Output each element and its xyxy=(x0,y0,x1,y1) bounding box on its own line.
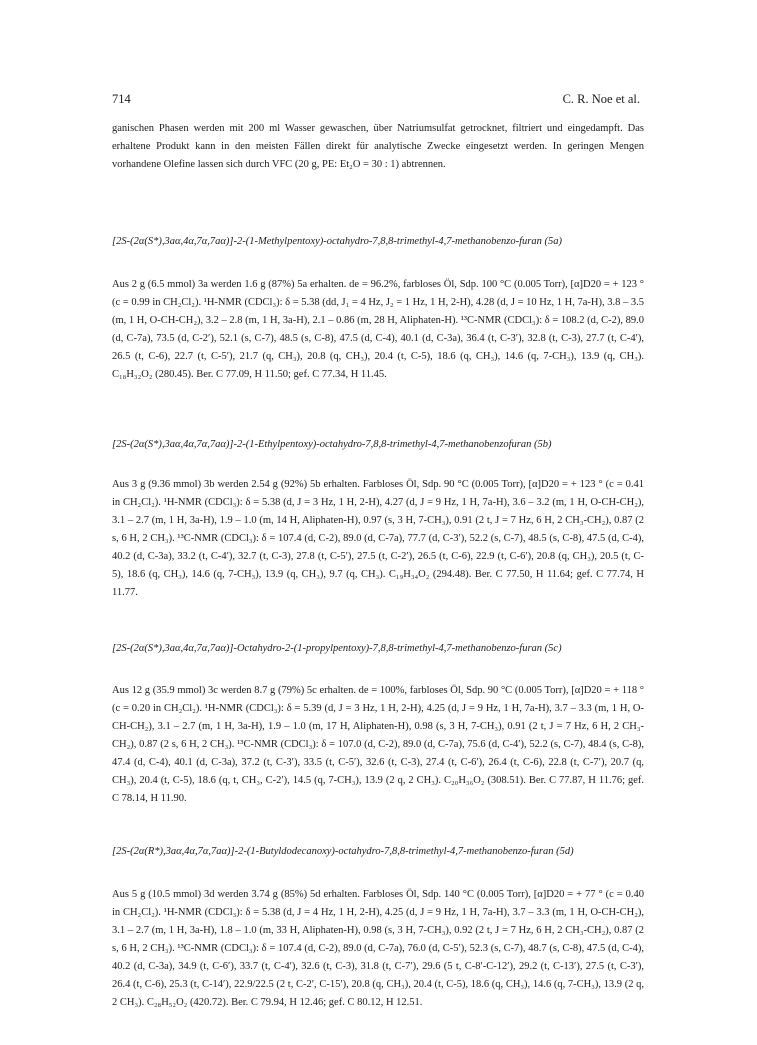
intro-paragraph: ganischen Phasen werden mit 200 ml Wasser gewaschen, über Natriumsulfat getrocknet, filtriert und eingedampft. Das erhaltene Produkt kann in den meisten Fällen direkt für analytische Zwecke eingesetzt werden. In geringen Mengen vorhandene Olefine lassen sich durch VFC (20 g, PE: Et₂O = 30 : 1) abtrennen. xyxy=(112,123,644,170)
compound-5b-body: Aus 3 g (9.36 mmol) 3b werden 2.54 g (92%) 5b erhalten. Farbloses Öl, Sdp. 90 °C (0.005 Torr), [α]D20 = + 123 ° (c = 0.41 in CH₂Cl₂). ¹H-NMR (CDCl₃): δ = 5.38 (d, J = 3 Hz, 1 H, 2-H), 4.27 (d, J = 9 Hz, 1 H, 7a-H), 3.6 – 3.2 (m, 1 H, O-CH-CH₂), 3.1 – 2.7 (m, 1 H, 3a-H), 1.9 – 1.0 (m, 14 H, Aliphaten-H), 0.97 (s, 3 H, 7-CH₃), 0.91 (2 t, J = 7 Hz, 6 H, 2 CH₃-CH₂), 0.87 (2 s, 6 H, 2 CH₃). ¹³C-NMR (CDCl₃): δ = 107.4 (d, C-2), 89.0 (d, C-7a), 77.7 (d, C-3′), 52.2 (s, C-7), 48.5 (s, C-8), 47.5 (d, C-4), 40.2 (d, C-3a), 33.2 (t, C-4′), 32.7 (t, C-3), 27.8 (t, C-5′), 27.5 (t, C-2′), 26.5 (t, C-6), 22.9 (t, C-6′), 20.8 (q, CH₃), 20.5 (t, C-5), 18.6 (q, CH₃), 14.6 (q, 7-CH₃), 13.9 (q, CH₃), 9.7 (q, CH₃). C₁₉H₃₄O₂ (294.48). Ber. C 77.50, H 11.64; gef. C 77.74, H 11.77. xyxy=(112,479,644,598)
compound-5a-title: [2S-(2α(S*),3aα,4α,7α,7aα)]-2-(1-Methylpentoxy)-octahydro-7,8,8-trimethyl-4,7-methanobenzo-furan (5a) xyxy=(112,236,562,247)
compound-5d-body: Aus 5 g (10.5 mmol) 3d werden 3.74 g (85%) 5d erhalten. Farbloses Öl, Sdp. 140 °C (0.005 Torr), [α]D20 = + 77 ° (c = 0.40 in CH₂Cl₂). ¹H-NMR (CDCl₃): δ = 5.38 (d, J = 4 Hz, 1 H, 2-H), 4.25 (d, J = 9 Hz, 1 H, 7a-H), 3.7 – 3.3 (m, 1 H, O-CH-CH₂), 3.1 – 2.7 (m, 1 H, 3a-H), 1.8 – 1.0 (m, 33 H, Aliphaten-H), 0.98 (s, 3 H, 7-CH₃), 0.92 (2 t, J = 7 Hz, 6 H, 2 CH₃-CH₂), 0.87 (2 s, 6 H, 2 CH₃). ¹³C-NMR (CDCl₃): δ = 107.4 (d, C-2), 89.0 (d, C-7a), 76.0 (d, C-5′), 52.3 (s, C-7), 48.7 (s, C-8), 47.5 (d, C-4), 40.2 (d, C-3a), 34.9 (t, C-6′), 33.7 (t, C-4′), 32.6 (t, C-3), 31.8 (t, C-7′), 29.6 (5 t, C-8′-C-12′), 29.2 (t, C-13′), 27.5 (t, C-3′), 26.4 (t, C-6), 25.3 (t, C-14′), 22.9/22.5 (2 t, C-2′, C-15′), 20.8 (q, CH₃), 20.4 (t, C-5), 18.6 (q, CH₃), 14.6 (q, 7-CH₃), 13.9 (2 q, 2 CH₃). C₂₈H₅₂O₂ (420.72). Ber. C 79.94, H 12.46; gef. C 80.12, H 12.51. xyxy=(112,889,644,1008)
compound-5a-body: Aus 2 g (6.5 mmol) 3a werden 1.6 g (87%) 5a erhalten. de = 96.2%, farbloses Öl, Sdp. 100 °C (0.005 Torr), [α]D20 = + 123 ° (c = 0.99 in CH₂Cl₂). ¹H-NMR (CDCl₃): δ = 5.38 (dd, J₁ = 4 Hz, J₂ = 1 Hz, 1 H, 2-H), 4.28 (d, J = 10 Hz, 1 H, 7a-H), 3.8 – 3.5 (m, 1 H, O-CH-CH₂), 3.2 – 2.8 (m, 1 H, 3a-H), 2.1 – 0.86 (m, 28 H, Aliphaten-H). ¹³C-NMR (CDCl₃): δ = 108.2 (d, C-2), 89.0 (d, C-7a), 73.5 (d, C-2′), 52.1 (s, C-7), 48.5 (s, C-8), 47.5 (d, C-4), 40.1 (d, C-3a), 36.4 (t, C-3′), 32.8 (t, C-3), 27.7 (t, C-4′), 26.5 (t, C-6), 22.7 (t, C-5′), 21.7 (q, CH₃), 20.8 (q, CH₃), 20.4 (t, C-5), 18.6 (q, CH₃), 14.6 (q, 7-CH₃), 13.9 (q, CH₃). C₁₈H₃₂O₂ (280.45). Ber. C 77.09, H 11.50; gef. C 77.34, H 11.45. xyxy=(112,279,644,380)
compound-5c-title: [2S-(2α(S*),3aα,4α,7α,7aα)]-Octahydro-2-(1-propylpentoxy)-7,8,8-trimethyl-4,7-methanobenzo-furan (5c) xyxy=(112,643,562,654)
running-header xyxy=(112,92,640,110)
compound-5b-title: [2S-(2α(S*),3aα,4α,7α,7aα)]-2-(1-Ethylpentoxy)-octahydro-7,8,8-trimethyl-4,7-methanobenzofuran (5b) xyxy=(112,439,552,450)
compound-5d-title: [2S-(2α(R*),3aα,4α,7α,7aα)]-2-(1-Butyldodecanoxy)-octahydro-7,8,8-trimethyl-4,7-methanobenzo-furan (5d) xyxy=(112,846,574,857)
compound-5c-body: Aus 12 g (35.9 mmol) 3c werden 8.7 g (79%) 5c erhalten. de = 100%, farbloses Öl, Sdp. 90 °C (0.005 Torr), [α]D20 = + 118 ° (c = 0.20 in CH₂Cl₂). ¹H-NMR (CDCl₃): δ = 5.39 (d, J = 3 Hz, 1 H, 2-H), 4.25 (d, J = 9 Hz, 1 H, 7a-H), 3.7 – 3.3 (m, 1 H, O-CH-CH₂), 3.1 – 2.7 (m, 1 H, 3a-H), 1.9 – 1.0 (m, 17 H, Aliphaten-H), 0.98 (s, 3 H, 7-CH₃), 0.91 (2 t, J = 7 Hz, 6 H, 2 CH₃-CH₂), 0.87 (2 s, 6 H, 2 CH₃). ¹³C-NMR (CDCl₃): δ = 107.0 (d, C-2), 89.0 (d, C-7a), 75.6 (d, C-4′), 52.2 (s, C-7), 48.4 (s, C-8), 47.4 (d, C-4), 40.1 (d, C-3a), 37.2 (t, C-3′), 33.5 (t, C-5′), 32.6 (t, C-3), 27.4 (t, C-6′), 26.4 (t, C-6), 22.8 (t, C-7′), 20.7 (q, CH₃), 20.4 (t, C-5), 18.6 (q, t, CH₃, C-2′), 14.5 (q, 7-CH₃), 13.9 (2 q, 2 CH₃). C₂₀H₃₆O₂ (308.51). Ber. C 77.87, H 11.76; gef. C 78.14, H 11.90. xyxy=(112,685,644,804)
page-number: 714 xyxy=(112,92,131,106)
running-author: C. R. Noe et al. xyxy=(562,92,640,106)
